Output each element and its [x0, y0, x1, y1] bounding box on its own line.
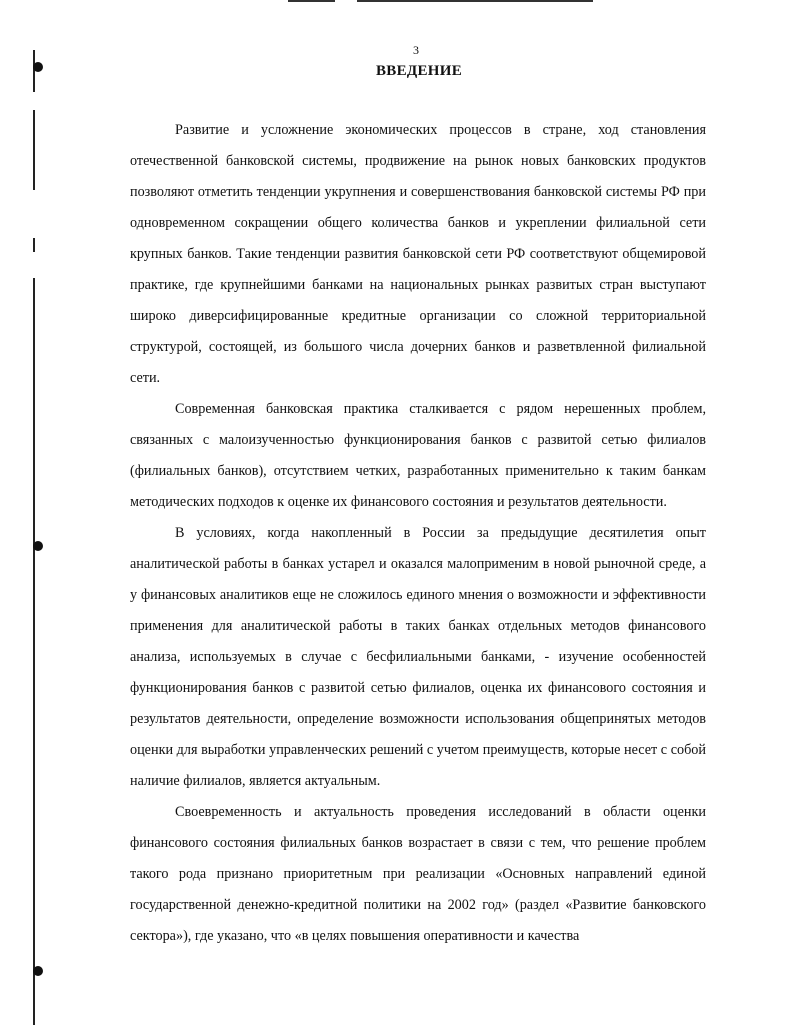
punch-hole-mark: [33, 541, 43, 551]
section-heading: ВВЕДЕНИЕ: [375, 63, 463, 79]
paragraph-2: Современная банковская практика сталкивается с рядом нерешенных проблем, связанных с малоизученностью функционирования банков с развитой сетью филиалов (филиальных банков), отсутствием четких, разработанных применительно к таким банкам методических подходов к оценке их финансового состояния и результатов деятельности.: [130, 401, 706, 510]
scan-margin-line: [33, 278, 35, 1025]
top-scan-rule: [288, 0, 593, 2]
punch-hole-mark: [33, 966, 43, 976]
paragraph-1: Развитие и усложнение экономических процессов в стране, ход становления отечественной банковской системы, продвижение на рынок новых банковских продуктов позволяют отметить тенденции укрупнения и совершенствования банковской системы РФ при одновременном сокращении общего количества банков и укреплении филиальной сети крупных банков. Такие тенденции развития банковской сети РФ соответствуют общемировой практике, где крупнейшими банками на национальных рынках развитых стран выступают широко диверсифицированные кредитные организации со сложной территориальной структурой, состоящей, из большого числа дочерних банков и разветвленной филиальной сети.: [130, 122, 706, 386]
document-body: [130, 115, 706, 952]
scan-margin-line: [33, 238, 35, 252]
paragraph-3: В условиях, когда накопленный в России за предыдущие десятилетия опыт аналитической работы в банках устарел и оказался малоприменим в новой рыночной среде, а у финансовых аналитиков еще не сложилось единого мнения о возможности и эффективности применения для аналитической работы в таких банках отдельных методов финансового анализа, используемых в случае с бесфилиальными банками, - изучение особенностей функционирования банков с развитой сетью филиалов, оценка их финансового состояния и результатов деятельности, определение возможности использования общепринятых методов оценки для выработки управленческих решений с учетом преимуществ, которые несет с собой наличие филиалов, является актуальным.: [130, 525, 706, 789]
punch-hole-mark: [33, 62, 43, 72]
paragraph-4: Своевременность и актуальность проведения исследований в области оценки финансового состояния филиальных банков возрастает в связи с тем, что решение проблем такого рода признано приоритетным при реализации «Основных направлений единой государственной денежно-кредитной политики на 2002 год» (раздел «Развитие банковского сектора»), где указано, что «в целях повышения оперативности и качества: [130, 804, 706, 944]
scan-margin-line: [33, 110, 35, 190]
page-number: 3: [413, 43, 419, 57]
top-scan-rule-gap: [335, 0, 357, 2]
